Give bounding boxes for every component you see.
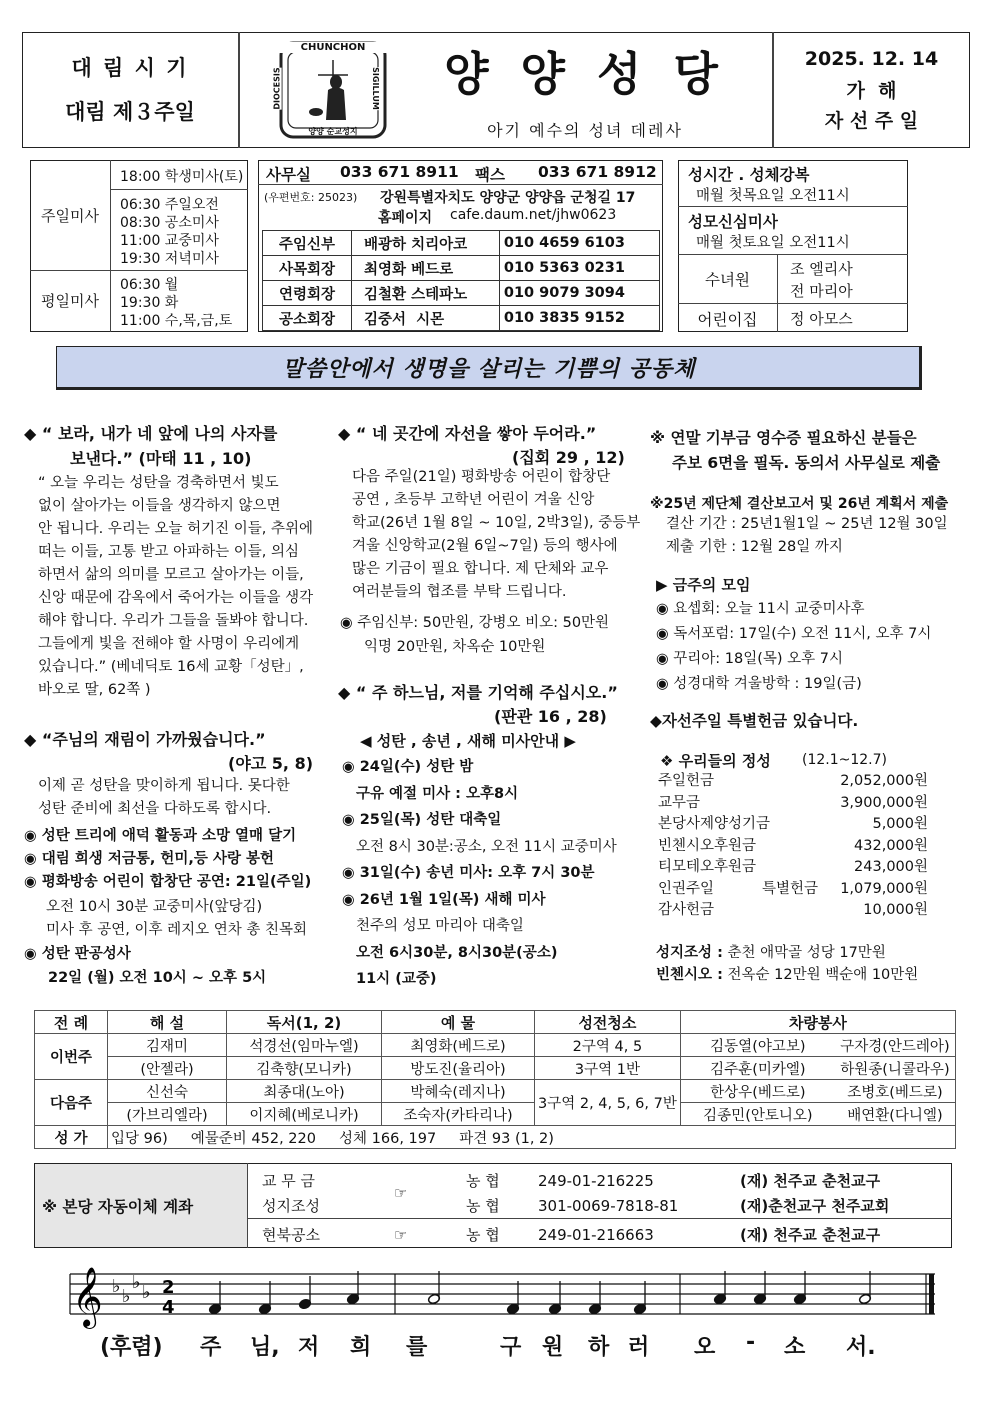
duty-cell: 조숙자(카타리나) xyxy=(382,1103,535,1126)
mass-schedule-line: ◉ 31일(수) 송년 미사: 오후 7시 30분 xyxy=(342,865,595,881)
duty-cell: 김재미 xyxy=(108,1034,227,1057)
text-line: 겨울 신앙학교(2월 6일~7일) 등의 행사에 xyxy=(352,538,618,554)
col2-heading-2: ◆ “ 주 하느님, 저를 기억해 주십시오.” xyxy=(338,683,618,702)
duty-row xyxy=(35,1057,956,1080)
mass-divider-h xyxy=(30,270,248,271)
flat-icon: ♭ xyxy=(112,1276,121,1297)
right-rule xyxy=(678,254,908,255)
staff-phone: 010 9079 3094 xyxy=(499,281,659,306)
duty-row xyxy=(35,1080,956,1103)
text-line: 오전 10시 30분 교중미사(앞당김) xyxy=(46,899,263,915)
duty-row xyxy=(35,1034,956,1057)
flat-icon: ♭ xyxy=(122,1286,131,1307)
staff-name: 김철환 스테파노 xyxy=(352,281,500,306)
liturgical-year: 가 해 xyxy=(846,80,897,102)
bullet-item: ◉ 성탄 트리에 애덕 활동과 소망 열매 달기 xyxy=(24,828,297,844)
mass-time-item: 08:30 공소미사 xyxy=(120,215,219,231)
mass-time-item: 11:00 수,목,금,토 xyxy=(120,313,233,329)
duty-header-row xyxy=(35,1011,956,1034)
seal-top-text: CHUNCHON xyxy=(278,42,388,53)
mass-time-item: 19:30 화 xyxy=(120,295,179,311)
office-rule xyxy=(258,184,663,185)
accounts-table xyxy=(256,1168,895,1218)
office-label: 사무실 xyxy=(266,166,311,184)
mass-schedule-line: 천주의 성모 마리아 대축일 xyxy=(356,918,524,934)
text-line: 공연 , 초등부 고학년 어린이 겨울 신앙 xyxy=(352,492,595,508)
mass-schedule-line: 오전 8시 30분:공소, 오전 11시 교중미사 xyxy=(356,838,617,855)
offerings-title: ❖ 우리들의 정성 xyxy=(660,752,771,770)
duty-table-wrap xyxy=(34,1010,956,1149)
lyric-syllable: 서. xyxy=(846,1335,876,1360)
offering-row xyxy=(658,814,928,836)
mass-time-item: 06:30 월 xyxy=(120,277,179,293)
text-line: 성탄 준비에 최선을 다하도록 합시다. xyxy=(38,801,272,817)
duty-row xyxy=(35,1103,956,1126)
staff-row xyxy=(263,281,660,306)
duty-cell: 김축향(모니카) xyxy=(227,1057,382,1080)
lyric-syllable: 하 xyxy=(588,1335,610,1360)
postal-code: (우편번호: 25023) xyxy=(264,191,358,204)
pointer-icon: ☞ xyxy=(394,1225,408,1244)
col1-concert-detail xyxy=(46,896,307,942)
lyric-syllable: - xyxy=(746,1330,756,1355)
offering-name: 본당사제양성기금 xyxy=(658,816,771,832)
offering-amount: 432,000원 xyxy=(854,837,928,854)
account-line xyxy=(256,1193,895,1218)
holy-hour-title: 성시간 . 성체강복 xyxy=(688,166,810,184)
duty-cell: 이지혜(베로니카) xyxy=(227,1103,382,1126)
lyric-syllable: 를 xyxy=(406,1335,428,1360)
account-number: 249-01-216225 xyxy=(538,1171,654,1190)
sunday-mass-label: 주일미사 xyxy=(41,207,99,225)
duty-cell: 최영화(베드로) xyxy=(382,1034,535,1057)
account-item: 현북공소 xyxy=(262,1226,320,1244)
staff-phone: 010 5363 0231 xyxy=(499,256,659,281)
duty-cell: 하원종(니콜라우) xyxy=(835,1057,956,1080)
account-line xyxy=(256,1222,886,1247)
offering-amount: 243,000원 xyxy=(854,859,928,875)
offering-name: 교무금 xyxy=(658,794,701,811)
offering-amount: 2,052,000원 xyxy=(840,773,928,789)
staff-table xyxy=(262,230,660,331)
meeting-item: ◉ 성경대학 겨울방학 : 19일(금) xyxy=(656,676,862,692)
flat-icon: ♭ xyxy=(142,1282,151,1303)
duty-week-label: 이번주 xyxy=(35,1034,108,1080)
choir-label: 성 가 xyxy=(35,1126,108,1149)
notice-receipt: ※ 연말 기부금 영수증 필요하신 분들은 xyxy=(650,429,917,447)
mass-divider-h xyxy=(110,189,248,190)
donation-line xyxy=(656,963,918,984)
offerings-list xyxy=(658,771,928,922)
duty-cell: 배연환(다니엘) xyxy=(835,1103,956,1126)
report-period xyxy=(666,513,948,559)
text-line: 여러분들의 협조를 부탁 드립니다. xyxy=(352,584,567,600)
mass-schedule-line: ◉ 26년 1월 1일(목) 새해 미사 xyxy=(342,891,546,908)
col2-heading-1: ◆ “ 네 곳간에 자선을 쌓아 두어라.” xyxy=(338,424,597,443)
account-item: 교 무 금 xyxy=(262,1172,316,1190)
mass-guide-title: ◀ 성탄 , 송년 , 새해 미사안내 ▶ xyxy=(360,732,576,750)
duty-cell: 최종대(노아) xyxy=(227,1080,382,1103)
choir-numbers: 입당 96) 예물준비 452, 220 성체 166, 197 파견 93 (1, 2) xyxy=(108,1126,956,1149)
offering-name: 감사헌금 xyxy=(658,902,715,918)
mass-schedule-line: 11시 (교중) xyxy=(356,971,437,987)
bulletin-date: 2025. 12. 14 xyxy=(804,48,939,70)
kindergarten-name: 정 아모스 xyxy=(790,310,853,328)
duty-week-label: 다음주 xyxy=(35,1080,108,1126)
col2-heading-2-ref: (판관 16 , 28) xyxy=(494,707,607,726)
accounts-table xyxy=(256,1222,886,1247)
confession-title: ◉ 성탄 판공성사 xyxy=(24,946,131,962)
donation-label: 빈첸시오 : xyxy=(656,967,723,983)
header-divider xyxy=(238,32,240,148)
confession-time: 22일 (월) 오전 10시 ~ 오후 5시 xyxy=(48,970,267,986)
quote-line: 안 됩니다. 우리는 오늘 허기진 이들, 추위에 xyxy=(38,521,313,537)
staff-name: 배광하 치리아코 xyxy=(352,231,500,256)
duty-cell: 김주훈(미카엘) xyxy=(680,1057,835,1080)
col2-heading-1-ref: (집회 29 , 12) xyxy=(512,448,625,467)
offering-amount: 3,900,000원 xyxy=(840,794,928,811)
staff-row xyxy=(263,256,660,281)
donor-line: 익명 20만원, 차옥순 10만원 xyxy=(364,639,546,655)
staff-role: 주임신부 xyxy=(263,231,352,256)
bank-name: 농 협 xyxy=(466,1197,500,1215)
quote-line: 신앙 때문에 감옥에서 죽어가는 이들을 생각 xyxy=(38,590,314,606)
fax-phone: 033 671 8912 xyxy=(538,163,657,181)
mass-schedule-line: ◉ 24일(수) 성탄 밤 xyxy=(342,759,474,775)
lyric-syllable: 주 xyxy=(200,1335,222,1360)
duty-cell: 2구역 4, 5 xyxy=(535,1034,681,1057)
offering-row xyxy=(658,771,928,793)
offering-row xyxy=(658,879,928,901)
duty-cell: 3구역 1반 xyxy=(535,1057,681,1080)
patron-saint: 아기 예수의 성녀 데레사 xyxy=(487,121,683,140)
accounts-title: ※ 본당 자동이체 계좌 xyxy=(42,1198,194,1216)
accounts-rule xyxy=(247,1218,952,1219)
duty-cell: (가브리엘라) xyxy=(108,1103,227,1126)
mass-schedule-line: 오전 6시30분, 8시30분(공소) xyxy=(356,944,558,961)
right-divider xyxy=(777,254,778,332)
duty-cell: 한상우(베드로) xyxy=(680,1080,835,1103)
account-owner: (재) 천주교 춘천교구 xyxy=(740,1226,881,1244)
text-line: 많은 기금이 필요 합니다. 제 단체와 교우 xyxy=(352,561,609,577)
col1-bullets xyxy=(24,825,311,894)
text-line: 결산 기간 : 25년1월1일 ~ 25년 12월 30일 xyxy=(666,516,948,532)
duty-cell: 조병호(베드로) xyxy=(835,1080,956,1103)
account-owner: (재) 천주교 춘천교구 xyxy=(740,1172,881,1190)
duty-cell: 방도진(율리아) xyxy=(382,1057,535,1080)
lyric-syllable: 오 xyxy=(694,1335,716,1360)
right-rule xyxy=(678,303,908,304)
col2-mass-schedule xyxy=(342,754,617,993)
accounts-row xyxy=(256,1222,886,1247)
seal-bottom-text: 양양 순교성지 xyxy=(308,127,358,136)
treble-clef-icon: 𝄞 xyxy=(72,1267,103,1327)
office-phone: 033 671 8911 xyxy=(340,163,459,181)
meetings-title: ▶ 금주의 모임 xyxy=(656,576,751,594)
donor-line: ◉ 주임신부: 50만원, 강병오 비오: 50만원 xyxy=(340,615,610,631)
duty-header: 독서(1, 2) xyxy=(227,1011,382,1034)
account-owner: (재)춘천교구 천주교회 xyxy=(740,1197,890,1215)
fax-label: 팩스 xyxy=(475,166,505,184)
duty-cell: 신선숙 xyxy=(108,1080,227,1103)
quote-line: 있습니다.” (베네딕토 16세 교황「성탄」, xyxy=(38,659,304,675)
mass-time-item: 06:30 주일오전 xyxy=(120,197,219,213)
quote-line: “ 오늘 우리는 성탄을 경축하면서 빛도 xyxy=(38,475,279,491)
mass-time-item: 11:00 교중미사 xyxy=(120,233,219,249)
duty-header: 성전청소 xyxy=(535,1011,681,1034)
offering-name: 빈첸시오후원금 xyxy=(658,837,757,854)
duty-cell: 김종민(안토니오) xyxy=(680,1103,835,1126)
mass-time-item: 18:00 학생미사(토) xyxy=(120,169,244,185)
flat-icon: ♭ xyxy=(132,1272,141,1293)
church-name: 양 양 성 당 xyxy=(444,47,726,101)
duty-cell: 김동열(야고보) xyxy=(680,1034,835,1057)
offering-row xyxy=(658,857,928,879)
text-line: 이제 곧 성탄을 맞이하게 됩니다. 못다한 xyxy=(38,778,290,794)
sunday-name: 자 선 주 일 xyxy=(824,110,919,132)
seal-right-text: SIGILLUM xyxy=(370,67,380,110)
lyric-syllable: 소 xyxy=(784,1335,806,1360)
lyric-syllable: 님, xyxy=(250,1335,280,1360)
lyric-syllable: 구 xyxy=(500,1335,522,1360)
liturgical-season: 대 림 시 기 xyxy=(71,56,189,80)
donation-line xyxy=(656,941,886,962)
sister-name: 조 엘리사 xyxy=(790,260,853,278)
lyric-syllable: 희 xyxy=(350,1335,372,1360)
quote-line: 해야 합니다. 우리가 그들을 돌봐야 합니다. xyxy=(38,613,309,629)
right-rule xyxy=(678,206,908,207)
offering-amount: 5,000원 xyxy=(872,816,928,832)
mass-time-item: 19:30 저녁미사 xyxy=(120,251,219,267)
quote-line: 바오로 딸, 62쪽 ) xyxy=(38,682,151,698)
quote-line: 없이 살아가는 이들을 생각하지 않으면 xyxy=(38,498,281,514)
mary-mass-title: 성모신심미사 xyxy=(688,213,778,231)
staff-phone: 010 4659 6103 xyxy=(499,231,659,256)
meeting-item: ◉ 요셉회: 오늘 11시 교중미사후 xyxy=(656,601,865,617)
lyric-syllable: (후렴) xyxy=(100,1335,163,1360)
col1-quote xyxy=(38,472,313,702)
liturgical-week: 대림 제３주일 xyxy=(65,100,195,124)
offering-name: 티모테오후원금 xyxy=(658,859,757,875)
text-line: 제출 기한 : 12월 28일 까지 xyxy=(666,539,843,555)
text-line: 다음 주일(21일) 평화방송 어린이 합창단 xyxy=(352,469,611,485)
meetings-list xyxy=(656,597,931,697)
church-address: 강원특별자치도 양양군 양양읍 군청길 17 xyxy=(380,190,636,206)
staff-role: 공소회장 xyxy=(263,306,352,331)
staff-name: 최영화 베드로 xyxy=(352,256,500,281)
account-line xyxy=(256,1168,895,1193)
duty-header: 차량봉사 xyxy=(680,1011,955,1034)
offering-name: 주일헌금 xyxy=(658,773,715,789)
donation-detail: 전옥순 12만원 백순애 10만원 xyxy=(727,967,919,983)
text-line: 학교(26년 1월 8일 ~ 10일, 2박3일), 중등부 xyxy=(352,515,641,531)
staff-role: 사목회장 xyxy=(263,256,352,281)
lyric-syllable: 러 xyxy=(628,1335,650,1360)
duty-cell: 석경선(임마누엘) xyxy=(227,1034,382,1057)
account-number: 301-0069-7818-81 xyxy=(538,1196,679,1215)
quote-line: 하면서 삶의 의미를 모르고 살아가는 이들, xyxy=(38,567,304,583)
staff-role: 연령회장 xyxy=(263,281,352,306)
choir-row xyxy=(35,1126,956,1149)
col1-heading-1: ◆ “ 보라, 내가 네 앞에 나의 사자를 xyxy=(24,424,278,443)
time-signature-top: 2 xyxy=(162,1277,175,1298)
mary-mass-time: 매월 첫토요일 오전11시 xyxy=(696,235,850,251)
bullet-item: ◉ 평화방송 어린이 합창단 공연: 21일(주일) xyxy=(24,874,312,890)
meeting-item: ◉ 꾸리아: 18일(목) 오후 7시 xyxy=(656,651,844,667)
bank-name: 농 협 xyxy=(466,1172,500,1190)
music-staff xyxy=(60,1262,940,1332)
duty-cell: 구자경(안드레아) xyxy=(835,1034,956,1057)
col1-heading-2-ref: (야고 5, 8) xyxy=(228,754,314,773)
offering-row xyxy=(658,793,928,815)
mass-schedule-line: ◉ 25일(목) 성탄 대축일 xyxy=(342,812,502,828)
bank-name: 농 협 xyxy=(466,1226,500,1244)
duty-cell: 박혜숙(레지나) xyxy=(382,1080,535,1103)
staff-row xyxy=(263,231,660,256)
offering-amount: 1,079,000원 xyxy=(840,880,928,897)
sister-name: 전 마리아 xyxy=(790,282,853,300)
quote-line: 떠는 이들, 고통 받고 아파하는 이들, 의심 xyxy=(38,544,299,560)
notice-receipt-2: 주보 6면을 필독. 동의서 사무실로 제출 xyxy=(672,454,941,472)
pointer-icon: ☞ xyxy=(394,1184,408,1202)
offering-name: 인권주일 특별헌금 xyxy=(658,880,818,897)
duty-cell: 3구역 2, 4, 5, 6, 7반 xyxy=(535,1080,681,1126)
meeting-item: ◉ 독서포럼: 17일(수) 오전 11시, 오후 7시 xyxy=(656,626,932,642)
staff-name: 김중서 시몬 xyxy=(352,306,500,331)
homepage-link[interactable]: cafe.daum.net/jhw0623 xyxy=(450,207,617,223)
text-line: 미사 후 공연, 이후 레지오 연차 총 친목회 xyxy=(46,922,307,938)
offering-row xyxy=(658,836,928,858)
quote-line: 그들에게 빛을 전해야 할 사명이 우리에게 xyxy=(38,636,300,652)
col2-charity-text xyxy=(352,466,640,604)
weekday-mass-label: 평일미사 xyxy=(41,292,99,310)
staff-phone: 010 3835 9152 xyxy=(499,306,659,331)
offerings-period: (12.1~12.7) xyxy=(802,752,887,768)
kindergarten-label: 어린이집 xyxy=(697,311,758,329)
col1-heading-2: ◆ “주님의 재림이 가까웠습니다.” xyxy=(24,730,266,749)
time-signature-bottom: 4 xyxy=(162,1297,175,1318)
convent-label: 수녀원 xyxy=(705,271,750,289)
accounts-row xyxy=(256,1168,895,1218)
offering-row xyxy=(658,900,928,922)
account-item: 성지조성 xyxy=(262,1197,320,1215)
staff-row xyxy=(263,306,660,331)
hymn-lyrics xyxy=(60,1330,940,1370)
lyric-syllable: 원 xyxy=(542,1335,564,1360)
special-offering-notice: ◆자선주일 특별헌금 있습니다. xyxy=(650,712,859,730)
account-number: 249-01-216663 xyxy=(538,1225,654,1244)
accounts-divider xyxy=(247,1163,248,1248)
duty-header: 예 물 xyxy=(382,1011,535,1034)
col1-advent-text xyxy=(38,775,290,821)
donation-label: 성지조성 : xyxy=(656,945,723,961)
duty-cell: (안젤라) xyxy=(108,1057,227,1080)
seal-left-text: DIOCESIS xyxy=(272,67,282,110)
duty-header: 전 례 xyxy=(35,1011,108,1034)
col1-heading-1b: 보낸다.” (마태 11 , 10) xyxy=(70,449,252,468)
duty-header: 해 설 xyxy=(108,1011,227,1034)
staff-table-wrap xyxy=(262,230,660,331)
mass-divider xyxy=(110,160,111,332)
diocese-seal xyxy=(272,40,388,140)
mass-schedule-line: 구유 예절 미사 : 오후8시 xyxy=(356,785,519,802)
holy-hour-time: 매월 첫목요일 오전11시 xyxy=(696,188,850,204)
lyric-syllable: 저 xyxy=(298,1335,320,1360)
notice-report: ※25년 제단체 결산보고서 및 26년 계획서 제출 xyxy=(650,496,949,512)
homepage-label: 홈페이지 xyxy=(378,210,433,226)
duty-table xyxy=(34,1010,956,1149)
donation-detail: 춘천 애막골 성당 17만원 xyxy=(727,945,886,961)
parish-motto: 말씀안에서 생명을 살리는 기쁨의 공동체 xyxy=(282,357,696,382)
bullet-item: ◉ 대림 희생 저금통, 헌미,등 사랑 봉헌 xyxy=(24,851,275,867)
offering-amount: 10,000원 xyxy=(863,902,928,918)
